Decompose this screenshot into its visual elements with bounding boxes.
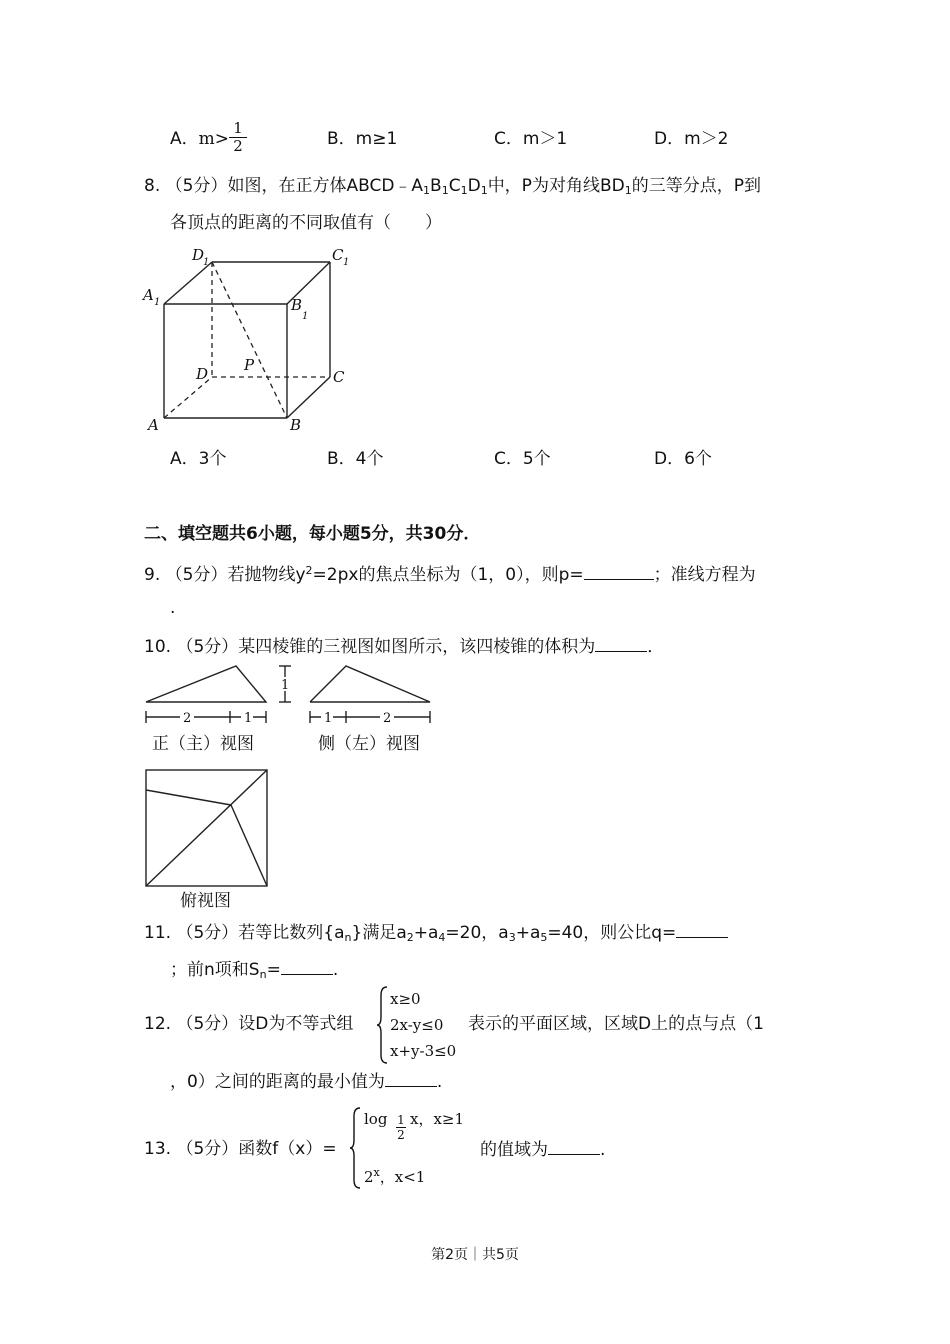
q7-option-a: A．m> xyxy=(170,129,230,149)
q13-log-base: 1 2 xyxy=(397,1113,405,1142)
svg-text:1: 1 xyxy=(154,297,161,308)
q12-continuation: 表示的平面区域，区域D上的点与点（1 xyxy=(468,1014,764,1034)
q12-system: x≥0 2x-y≤0 x+y-3≤0 xyxy=(390,990,457,1060)
q13-case1-tail: x，x≥1 xyxy=(410,1110,465,1128)
q9-line1: 9. （5分）若抛物线$y^2=2px$的焦点坐标为（1，0），则p= ；准线方程为 xyxy=(144,564,756,585)
dim-front-2: 2 xyxy=(183,711,192,726)
dim-side-1: 1 xyxy=(324,711,333,726)
q13-continuation: 的值域为 . xyxy=(480,1140,606,1160)
label-b: B xyxy=(290,416,302,434)
q10-line1: 10. （5分）某四棱锥的三视图如图所示，该四棱锥的体积为 ． xyxy=(144,637,665,657)
q7-option-b: B．m≥1 xyxy=(327,129,398,149)
q12-line2: ，0）之间的距离的最小值为 . xyxy=(170,1072,443,1092)
q8-line1: 8. （5分）如图，在正方体$ABCD﹣A_1B_1C_1D_1$中，P为对角线$BD_1$的三等分点，P到 xyxy=(144,176,761,197)
q7-fraction: 1 2 xyxy=(229,120,247,155)
page-footer: 第2页｜共5页 xyxy=(431,1247,519,1263)
label-a1: A xyxy=(143,286,154,304)
section-2-heading: 二、填空题共6小题，每小题5分，共30分． xyxy=(144,524,481,544)
q12-number-intro: 12. （5分）设D为不等式组 xyxy=(144,1014,354,1034)
label-d1: D xyxy=(192,246,205,264)
q13-number-intro: 13. （5分）函数f（x）= xyxy=(144,1139,337,1159)
q13-brace xyxy=(349,1106,361,1190)
q7-option-d: D．m＞2 xyxy=(654,129,729,149)
q11-line1: 11. （5分）若等比数列$\{a_n\}$满足$a_2+a_4=20$，$a_3+a_5=40$，则公比q= xyxy=(144,921,728,949)
svg-text:1: 1 xyxy=(343,257,350,268)
q9-line2: . xyxy=(170,598,176,618)
label-b1: B xyxy=(291,296,303,314)
cube-figure xyxy=(140,244,365,439)
q8-option-a: A．3个 xyxy=(170,449,227,469)
label-p: P xyxy=(244,356,255,374)
top-view-label: 俯视图 xyxy=(180,891,231,911)
label-c: C xyxy=(333,368,345,386)
q8-option-c: C．5个 xyxy=(494,449,551,469)
label-c1: C xyxy=(332,246,344,264)
q11-line2: ；前n项和$S_n=$ . xyxy=(170,960,339,981)
q8-option-b: B．4个 xyxy=(327,449,384,469)
front-view-label: 正（主）视图 xyxy=(152,734,254,754)
dim-height-1: 1 xyxy=(281,678,290,693)
label-d: D xyxy=(196,365,209,383)
q12-brace xyxy=(376,985,388,1065)
q7-option-c: C．m＞1 xyxy=(494,129,568,149)
svg-text:1: 1 xyxy=(302,311,309,322)
svg-text:1: 1 xyxy=(203,257,210,268)
q13-case1: log xyxy=(364,1110,388,1128)
dim-front-1: 1 xyxy=(244,711,253,726)
q13-case2: 2$^x$，x<1 xyxy=(364,1166,426,1186)
q8-option-d: D．6个 xyxy=(654,449,712,469)
side-view-label: 侧（左）视图 xyxy=(318,734,420,754)
top-view-figure xyxy=(140,764,275,889)
q8-line2: 各顶点的距离的不同取值有（ ） xyxy=(170,213,442,233)
dim-side-2: 2 xyxy=(383,711,392,726)
label-a: A xyxy=(148,416,159,434)
